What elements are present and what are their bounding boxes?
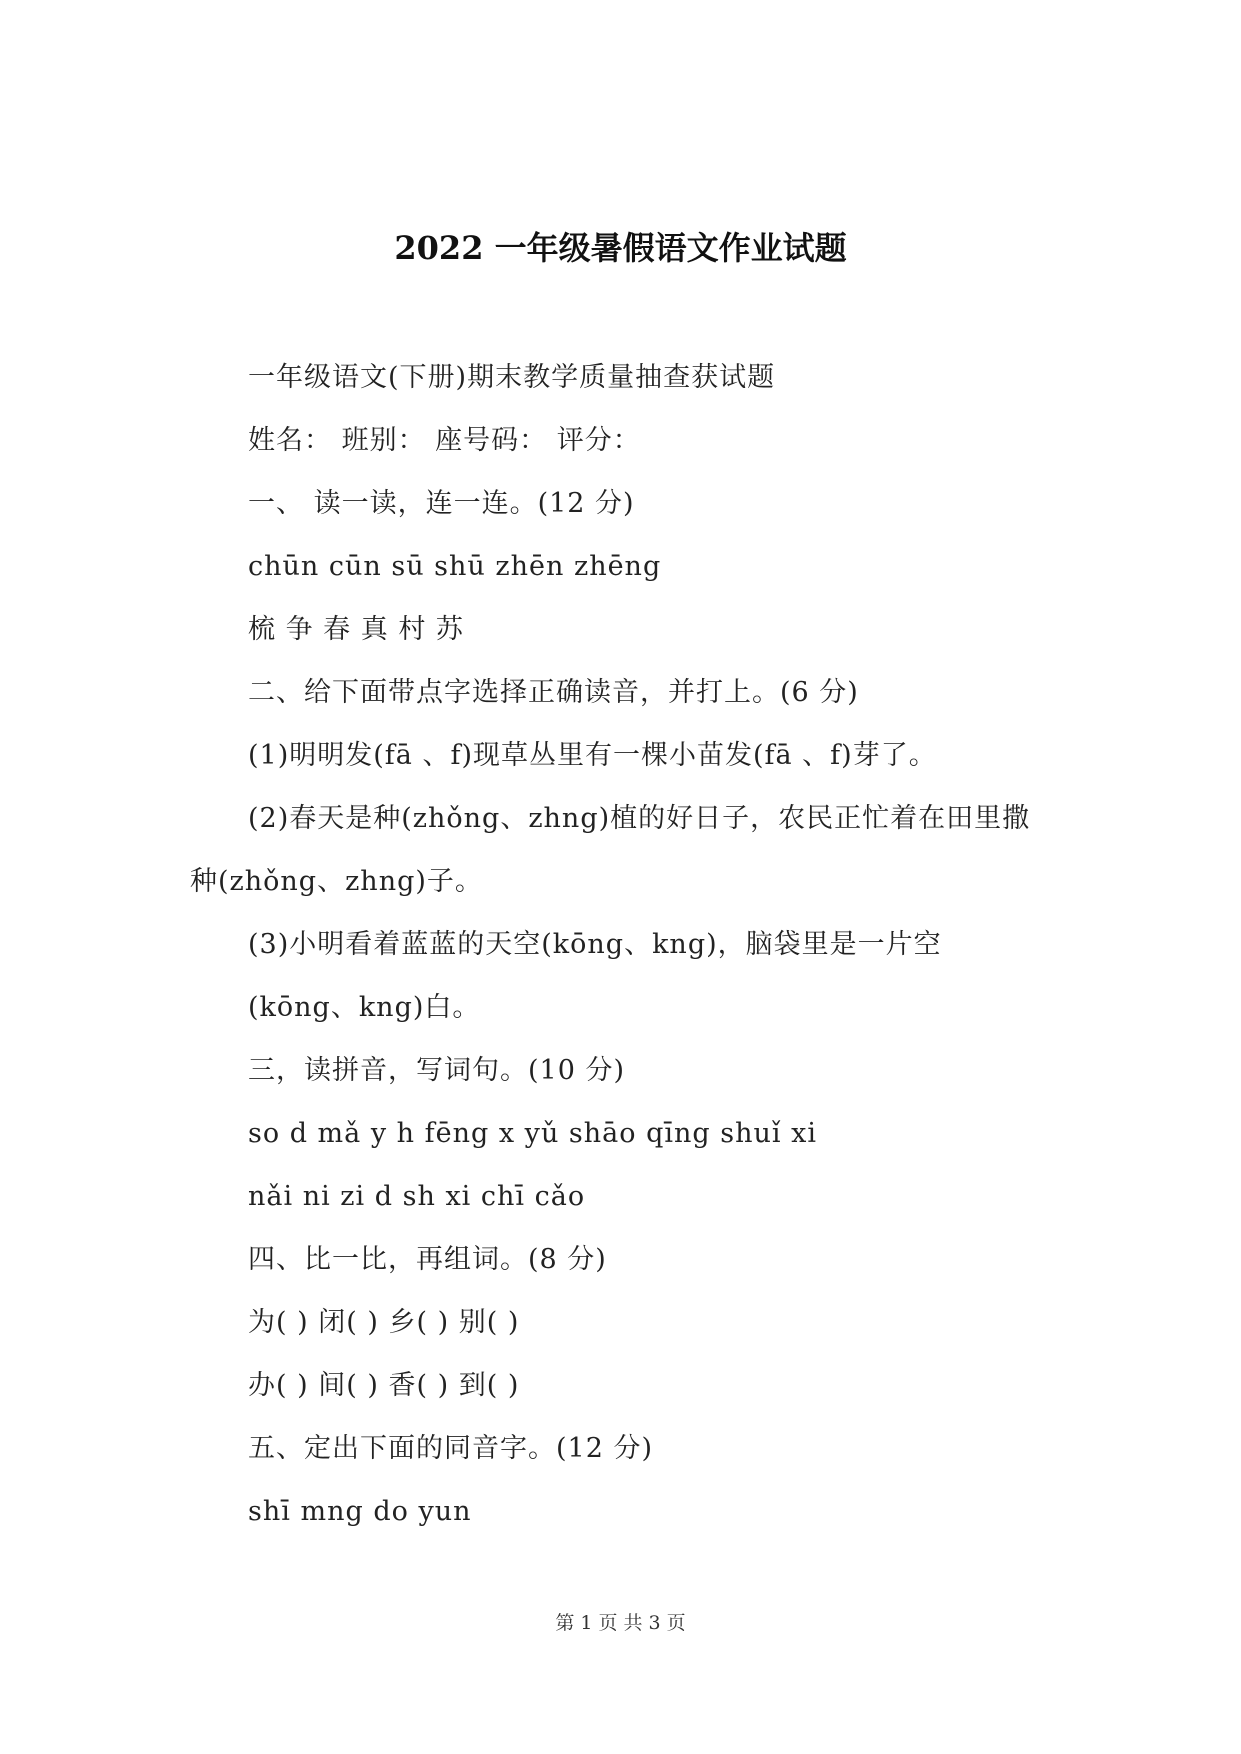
section-2-item-3: (3)小明看着蓝蓝的天空(kōng、kng)，脑袋里是一片空 [248, 929, 942, 960]
section-1-heading: 一、 读一读，连一连。(12 分) [248, 488, 635, 519]
section-5-heading: 五、定出下面的同音字。(12 分) [248, 1433, 654, 1464]
section-2-item-1: (1)明明发(fā 、f)现草丛里有一棵小苗发(fā 、f)芽了。 [248, 740, 937, 771]
section-5-pinyin-line: shī mng do yun [248, 1496, 472, 1527]
student-info-line: 姓名： 班别： 座号码： 评分： [248, 425, 641, 456]
document-title: 2022 一年级暑假语文作业试题 [394, 229, 847, 267]
section-3-pinyin-line-2: nǎi ni zi d sh xi chī cǎo [248, 1181, 586, 1212]
section-2-heading: 二、给下面带点字选择正确读音，并打上。(6 分) [248, 677, 859, 708]
section-4-heading: 四、比一比，再组词。(8 分) [248, 1244, 607, 1275]
section-3-heading: 三，读拼音，写词句。(10 分) [248, 1055, 626, 1086]
section-3-pinyin-line-1: so d mǎ y h fēng x yǔ shāo qīng shuǐ xi [248, 1118, 817, 1149]
section-2-item-2-continued: 种(zhǒng、zhng)子。 [190, 866, 483, 897]
page-footer: 第 1 页 共 3 页 [555, 1612, 686, 1634]
subtitle-line: 一年级语文(下册)期末教学质量抽查获试题 [248, 362, 776, 393]
section-1-pinyin-line: chūn cūn sū shū zhēn zhēng [248, 551, 662, 582]
section-2-item-3-continued: (kōng、kng)白。 [248, 992, 481, 1023]
section-1-characters-line: 梳 争 春 真 村 苏 [248, 614, 464, 645]
section-4-row-1: 为( ) 闭( ) 乡( ) 别( ) [248, 1307, 520, 1338]
section-2-item-2: (2)春天是种(zhǒng、zhng)植的好日子，农民正忙着在田里撒 [248, 803, 1031, 834]
section-4-row-2: 办( ) 间( ) 香( ) 到( ) [248, 1370, 520, 1401]
